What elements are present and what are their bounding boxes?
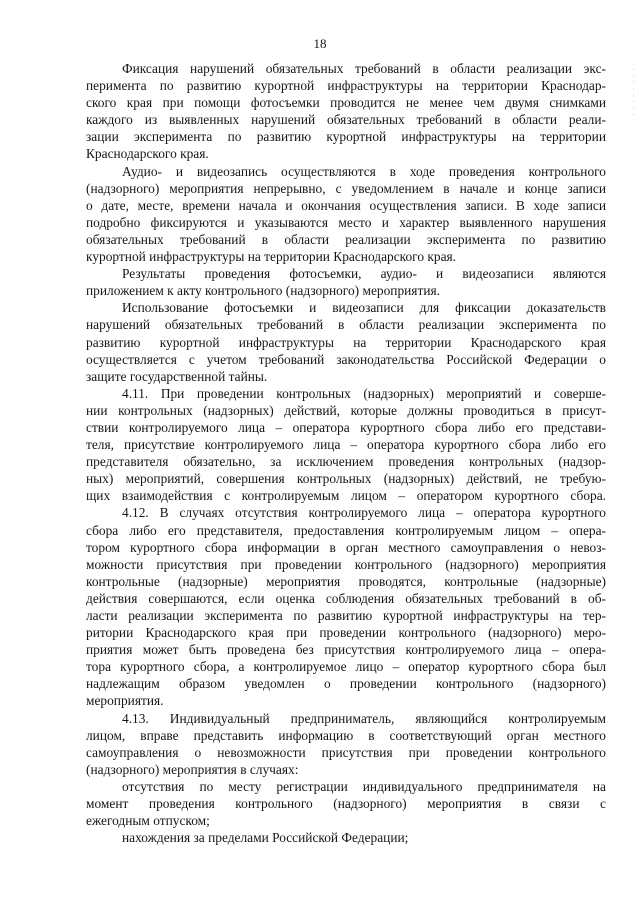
text-line: ежегодным отпуском; bbox=[86, 813, 210, 829]
document-body bbox=[86, 60, 606, 846]
text-line: зации эксперимента по развитию курортной инфраструктуры на территории bbox=[86, 129, 606, 145]
text-line: защите государственной тайны. bbox=[86, 368, 268, 384]
text-line: Результаты проведения фотосъемки, аудио- и видеозаписи являются bbox=[122, 266, 606, 282]
text-line: отсутствия по месту регистрации индивидуального предпринимателя на bbox=[122, 778, 606, 794]
text-line: осуществляется с учетом требований законодательства Российской Федерации о bbox=[86, 351, 606, 367]
text-line: теля, присутствие контролируемого лица – оператора курортного сбора либо его bbox=[86, 437, 606, 453]
text-line: ского края при помощи фотосъемки проводится не менее чем двумя снимками bbox=[86, 95, 606, 111]
text-line: (надзорного) мероприятия непрерывно, с уведомлением в начале и конце записи bbox=[86, 180, 606, 196]
text-line: нии контрольных (надзорных) действий, которые должны проводиться в присут- bbox=[86, 402, 606, 418]
text-line: сбора либо его представителя, предоставления контролируемым лицом – опера- bbox=[86, 522, 606, 538]
text-line: (надзорного) мероприятия в случаях: bbox=[86, 761, 299, 777]
text-line: о дате, месте, времени начала и окончания осуществления записи. В ходе записи bbox=[86, 197, 606, 213]
text-line: приятия может быть проведена без присутствия контролируемого лица – опера- bbox=[86, 642, 606, 658]
text-line: Краснодарского края. bbox=[86, 146, 209, 162]
text-line: контрольные (надзорные) мероприятия проводятся, контрольные (надзорные) bbox=[86, 573, 606, 589]
text-line: курортной инфраструктуры на территории Краснодарского края. bbox=[86, 249, 457, 265]
text-line: Аудио- и видеозапись осуществляются в ходе проведения контрольного bbox=[122, 163, 606, 179]
text-line: перимента по развитию курортной инфраструктуры на территории Краснодар- bbox=[86, 78, 606, 94]
text-line: 4.12. В случаях отсутствия контролируемого лица – оператора курортного bbox=[122, 505, 606, 521]
text-line: ных) мероприятий, совершения контрольных (надзорных) действий, не требую- bbox=[86, 471, 606, 487]
page-number: 18 bbox=[313, 36, 327, 51]
text-line: ритории Краснодарского края при проведении контрольного (надзорного) меро- bbox=[86, 625, 606, 641]
text-line: можности присутствия при проведении контрольного (надзорного) мероприятия bbox=[86, 556, 606, 572]
text-line: ствии контролируемого лица – оператора курортного сбора либо его представи- bbox=[86, 419, 606, 435]
text-line: тором курортного сбора информации в орган местного самоуправления о невоз- bbox=[86, 539, 606, 555]
text-line: нахождения за пределами Российской Федерации; bbox=[122, 830, 409, 846]
text-line: 4.13. Индивидуальный предприниматель, являющийся контролируемым bbox=[122, 710, 606, 726]
text-line: самоуправления о невозможности присутствия при проведении контрольного bbox=[86, 744, 606, 760]
text-line: приложением к акту контрольного (надзорного) мероприятия. bbox=[86, 283, 440, 299]
text-line: развитию курортной инфраструктуры на территории Краснодарского края bbox=[86, 334, 606, 350]
side-stamp: · · · · · · · · bbox=[629, 68, 637, 117]
text-line: ласти реализации эксперимента по развитию курортной инфраструктуры на тер- bbox=[86, 608, 606, 623]
text-line: представителя обязательно, за исключением проведения контрольных (надзор- bbox=[86, 454, 606, 470]
text-line: Фиксация нарушений обязательных требований в области реализации экс- bbox=[122, 61, 606, 76]
text-line: надлежащим образом уведомлен о проведении контрольного (надзорного) bbox=[86, 676, 606, 692]
text-line: мероприятия. bbox=[86, 693, 164, 709]
text-line: действия совершаются, если оценка соблюдения обязательных требований в об- bbox=[86, 590, 606, 606]
text-line: нарушений обязательных требований в области реализации эксперимента по bbox=[86, 317, 606, 333]
text-line: Использование фотосъемки и видеозаписи для фиксации доказательств bbox=[122, 300, 606, 316]
text-line: каждого из выявленных нарушений обязательных требований в области реали- bbox=[86, 112, 606, 128]
text-line: 4.11. При проведении контрольных (надзорных) мероприятий и соверше- bbox=[122, 385, 606, 401]
text-line: подробно фиксируются и указываются место и характер выявленного нарушения bbox=[86, 214, 606, 230]
text-line: лицом, вправе представить информацию в соответствующий орган местного bbox=[86, 727, 606, 743]
text-line: момент проведения контрольного (надзорного) мероприятия в связи с bbox=[86, 796, 606, 812]
text-line: обязательных требований в области реализации эксперимента по развитию bbox=[86, 231, 606, 247]
text-line: щих взаимодействия с контролируемым лицом – оператором курортного сбора. bbox=[86, 488, 606, 504]
text-line: тора курортного сбора, а контролируемое лицо – оператор курортного сбора был bbox=[86, 659, 606, 675]
